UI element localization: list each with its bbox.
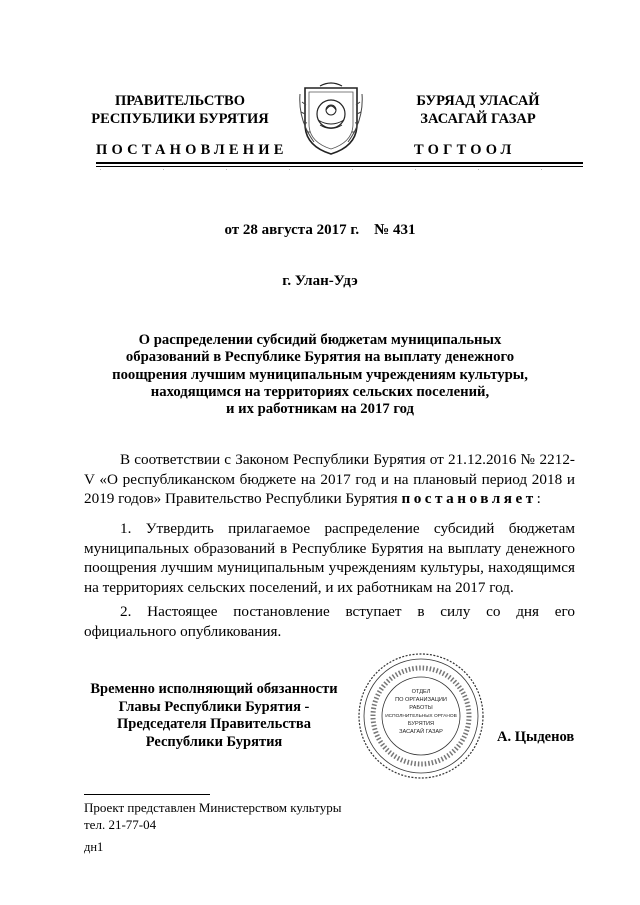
issuer-bua <box>378 92 578 128</box>
document-code: дн1 <box>84 840 104 854</box>
doc-type-bua: ТОГТООЛ <box>414 142 516 158</box>
header-rule-thick <box>96 162 583 164</box>
city: г. Улан-Удэ <box>282 273 358 289</box>
title-line: находящимся на территориях сельских поселений, <box>150 383 490 400</box>
item-1-text: 1. Утвердить прилагаемое распределение субсидий бюджетам муниципальных образований в Республике Бурятия на выплату денежного поощрения лучшим муниципальным учреждениям культуры, находящимся на территориях сельских поселений, и их работникам на 2017 год. <box>84 520 575 596</box>
preamble-paragraph <box>84 450 575 509</box>
doc-type-ru: ПОСТАНОВЛЕНИЕ <box>96 142 288 158</box>
issuer-ru <box>80 92 280 128</box>
item-1 <box>84 519 575 597</box>
official-stamp <box>356 651 486 781</box>
title-line: поощрения лучшим муниципальным учреждениям культуры, <box>112 366 528 383</box>
contact-phone: тел. 21-77-04 <box>84 817 157 832</box>
position-line: Республики Бурятия <box>145 733 283 750</box>
issuer-ru-line1: ПРАВИТЕЛЬСТВО <box>115 93 245 109</box>
position-line: Временно исполняющий обязанности <box>90 681 338 697</box>
footer-rule <box>84 794 210 795</box>
stamp-line3: РАБОТЫ <box>409 705 433 711</box>
signatory-name: А. Цыденов <box>497 729 575 745</box>
preamble-tail: : <box>536 490 541 507</box>
stamp-line2: ПО ОРГАНИЗАЦИИ <box>395 697 447 703</box>
stamp-line4: ИСПОЛНИТЕЛЬНЫХ ОРГАНОВ <box>385 714 457 719</box>
item-2 <box>84 602 575 641</box>
footer-notes <box>84 799 341 833</box>
issuer-bua-line2: ЗАСАГАЙ ГАЗАР <box>420 111 536 127</box>
header-dot-line <box>100 169 580 170</box>
prepared-by: Проект представлен Министерством культуры <box>84 800 342 815</box>
issuer-bua-line1: БУРЯАД УЛАСАЙ <box>416 93 540 109</box>
stamp-line6: ЗАСАГАЙ ГАЗАР <box>399 729 443 735</box>
date-number: от 28 августа 2017 г. № 431 <box>224 222 416 238</box>
position-line: Председателя Правительства <box>117 716 311 732</box>
coat-of-arms-emblem <box>296 80 366 156</box>
preamble-emphasis: постановляет <box>401 490 537 507</box>
header-rule-thin <box>96 166 583 167</box>
title-line: О распределении субсидий бюджетам муниципальных <box>138 332 502 348</box>
item-2-text: 2. Настоящее постановление вступает в силу со дня его официального опубликования. <box>84 603 575 640</box>
document-title <box>80 332 560 418</box>
stamp-line1: ОТДЕЛ <box>411 689 431 695</box>
preamble-text: В соответствии с Законом Республики Бурятия от 21.12.2016 № 2212-V «О республиканском бюджете на 2017 год и на плановый период 2018 и 2019 годов» Правительство Республики Бурятия <box>84 451 575 507</box>
title-line: и их работникам на 2017 год <box>225 401 414 418</box>
preamble <box>84 450 575 509</box>
position-line: Главы Республики Бурятия - <box>118 698 310 715</box>
issuer-ru-line2: РЕСПУБЛИКИ БУРЯТИЯ <box>91 111 269 127</box>
title-line: образований в Республике Бурятия на выплату денежного <box>125 349 515 366</box>
stamp-line5: БУРЯТИЯ <box>407 721 435 727</box>
signatory-position <box>74 681 354 751</box>
